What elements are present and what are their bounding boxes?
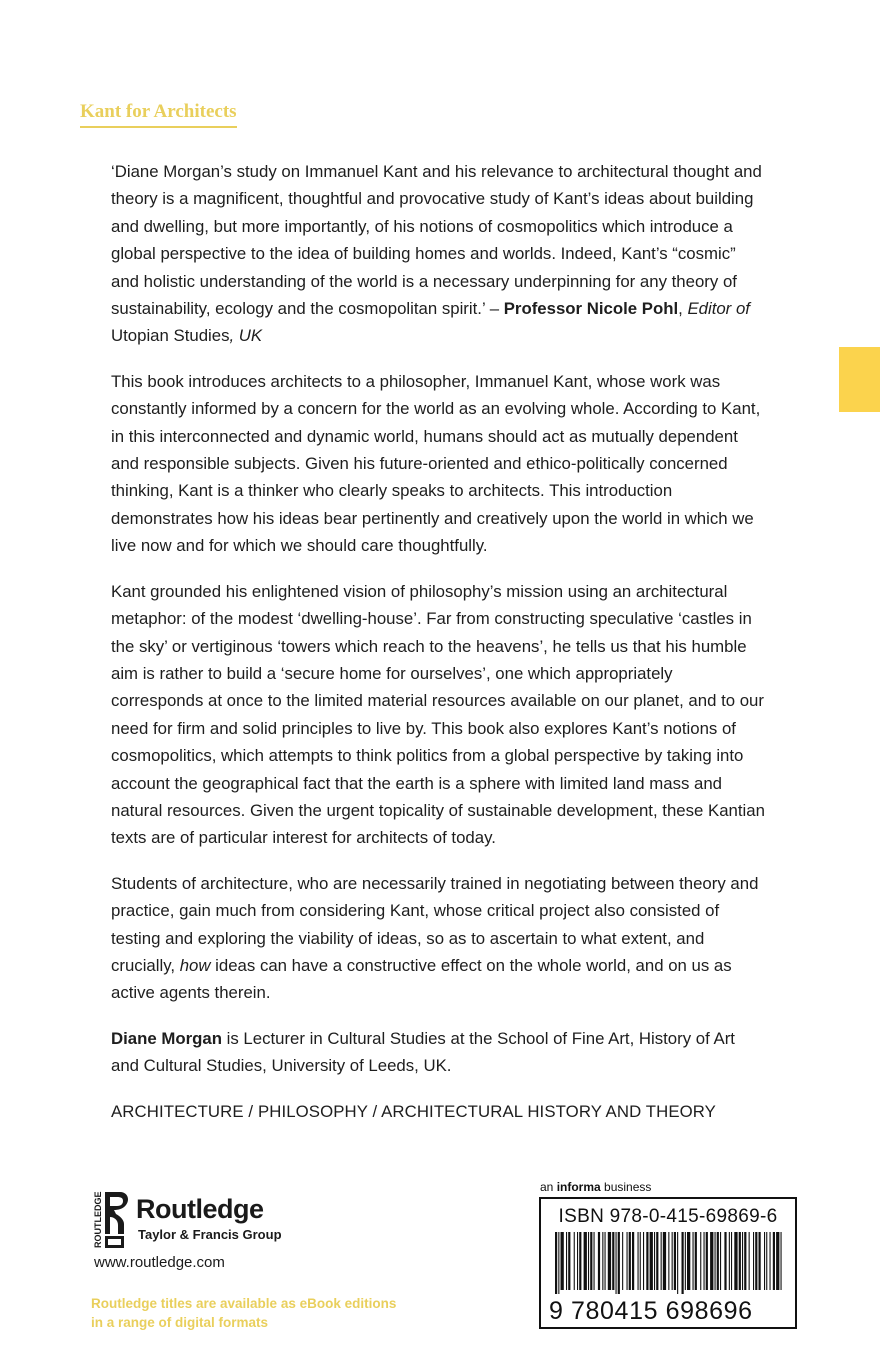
barcode-bar xyxy=(612,1232,614,1290)
publisher-group: Taylor & Francis Group xyxy=(138,1227,282,1242)
barcode-bar xyxy=(700,1232,701,1290)
isbn-barcode-box xyxy=(539,1197,797,1329)
barcode-bar xyxy=(744,1232,746,1290)
barcode-bar xyxy=(577,1232,578,1290)
barcode-bar xyxy=(561,1232,564,1290)
barcode-bar xyxy=(555,1232,557,1294)
barcode-bar xyxy=(588,1232,589,1290)
barcode-bar xyxy=(739,1232,741,1290)
barcode-bar xyxy=(715,1232,716,1290)
barcode-bar xyxy=(687,1232,690,1290)
barcode-bar xyxy=(598,1232,600,1290)
barcode-bar xyxy=(668,1232,669,1290)
barcode-bar xyxy=(770,1232,771,1290)
quote-text: ‘Diane Morgan’s study on Immanuel Kant and his relevance to architectural thought and theory is a magnificent, thoughtful and provocative study of Kant’s ideas about building and dwelling, but more importantly, of his notions of cosmopolitics which introduce a global perspective to the idea of building homes and worlds. Indeed, Kant’s “cosmic” and holistic understanding of the world is a necessary underpinning for any theory of sustainability, ecology and the cosmopolitan spirit.’ – xyxy=(111,162,762,319)
barcode-bar xyxy=(710,1232,713,1290)
barcode-icon xyxy=(555,1232,783,1294)
barcode-bar xyxy=(766,1232,767,1290)
barcode-bar xyxy=(608,1232,611,1290)
barcode-bar xyxy=(720,1232,721,1290)
barcode-bar xyxy=(704,1232,705,1290)
barcode-bar xyxy=(693,1232,694,1290)
quote-attribution-role: Editor of xyxy=(687,299,750,319)
barcode-bar xyxy=(646,1232,648,1290)
barcode-bar xyxy=(695,1232,697,1290)
author-name: Diane Morgan xyxy=(111,1028,222,1048)
barcode-bar xyxy=(640,1232,641,1290)
barcode-bar xyxy=(602,1232,603,1290)
barcode-bar xyxy=(643,1232,644,1290)
barcode-bar xyxy=(724,1232,726,1290)
barcode-bar xyxy=(629,1232,631,1290)
barcode-bar xyxy=(579,1232,581,1290)
barcode-bar xyxy=(574,1232,575,1290)
logo-vertical-text: ROUTLEDGE xyxy=(93,1191,103,1248)
barcode-bar xyxy=(656,1232,658,1290)
barcode-bar xyxy=(749,1232,750,1290)
barcode-bar xyxy=(729,1232,730,1290)
barcode-bar xyxy=(568,1232,570,1290)
barcode-bar xyxy=(674,1232,676,1290)
barcode-bar xyxy=(753,1232,754,1290)
barcode-bar xyxy=(627,1232,628,1290)
barcode-bar xyxy=(661,1232,662,1290)
barcode-bar xyxy=(706,1232,708,1290)
barcode-bar xyxy=(566,1232,567,1290)
barcode-bar xyxy=(632,1232,634,1290)
barcode-bar xyxy=(584,1232,587,1290)
blurb-paragraph-3: Students of architecture, who are necessarily trained in negotiating between theory and practice, gain much from considering Kant, whose critical project also consisted of testing and exploring the viability of ideas, so as to ascertain to what extent, and crucially, how ideas can have a constructive effect on the whole world, and on us as active agents therein. xyxy=(111,873,759,1003)
barcode-bar xyxy=(663,1232,666,1290)
isbn-label: ISBN 978-0-415-69869-6 xyxy=(558,1206,778,1227)
barcode-bar xyxy=(742,1232,743,1290)
author-bio: Diane Morgan is Lecturer in Cultural Studies at the School of Fine Art, History of Art and Cultural Studies, University of Leeds, UK. xyxy=(111,1028,735,1076)
barcode-bar xyxy=(773,1232,775,1290)
blurb-paragraph-1: This book introduces architects to a philosopher, Immanuel Kant, whose work was constantly informed by a concern for the world as an evolving whole. According to Kant, in this interconnected and dynamic world, humans should act as mutually dependent and responsible subjects. Given his future-oriented and ethico-politically concerned thinking, Kant is a thinker who clearly speaks to architects. This introduction demonstrates how his ideas bear pertinently and creatively upon the world in which we live now and for which we should care thoughtfully. xyxy=(111,371,761,556)
barcode-bar xyxy=(759,1232,761,1290)
barcode-bar xyxy=(731,1232,732,1290)
barcode-bar xyxy=(605,1232,606,1290)
series-title: Kant for Architects xyxy=(80,101,237,128)
barcode-bar xyxy=(590,1232,592,1290)
quote-attribution-place: , UK xyxy=(229,326,263,346)
barcode-bar xyxy=(618,1232,620,1294)
barcode-bar xyxy=(685,1232,686,1290)
isbn-barcode-digits: 9 780415 698696 xyxy=(549,1297,753,1325)
quote-attribution-journal: Utopian Studies xyxy=(111,326,230,346)
barcode-bar xyxy=(776,1232,779,1290)
barcode-bar xyxy=(734,1232,737,1290)
barcode-bar xyxy=(622,1232,623,1290)
subject-categories: ARCHITECTURE / PHILOSOPHY / ARCHITECTURAL HISTORY AND THEORY xyxy=(111,1101,716,1121)
yellow-side-tab xyxy=(839,347,880,412)
barcode-bar xyxy=(781,1232,782,1290)
barcode-bar xyxy=(594,1232,595,1290)
publisher-logo-block xyxy=(90,1190,350,1250)
barcode-bar xyxy=(672,1232,673,1290)
barcode-bar xyxy=(682,1232,684,1294)
barcode-bar xyxy=(558,1232,559,1294)
barcode-bar xyxy=(717,1232,719,1290)
barcode-bar xyxy=(638,1232,639,1290)
back-cover-text xyxy=(111,158,766,1143)
barcode-bar xyxy=(650,1232,653,1290)
publisher-name: Routledge xyxy=(136,1194,264,1224)
publisher-url[interactable]: www.routledge.com xyxy=(94,1254,225,1271)
barcode-bar xyxy=(755,1232,757,1290)
blurb-paragraph-2: Kant grounded his enlightened vision of philosophy’s mission using an architectural metaphor: of the modest ‘dwelling-house’. Far from constructing speculative ‘castles in the sky’ or vertiginous ‘towers which reach to the heavens’, he tells us that his humble aim is rather to build a ‘secure home for ourselves’, one which appropriately corresponds at once to the limited material resources available on our planet, and to our need for firm and solid principles to live by. This book also explores Kant’s notions of cosmopolitics, which attempts to think politics from a global perspective by taking into account the geographical fact that the earth is a sphere with limited land mass and natural resources. Given the urgent topicality of sustainable development, these Kantian texts are of particular interest for architects of today. xyxy=(111,581,765,848)
endorsement-quote: ‘Diane Morgan’s study on Immanuel Kant and his relevance to architectural thought and theory is a magnificent, thoughtful and provocative study of Kant’s ideas about building and dwelling, but more importantly, of his notions of cosmopolitics which introduce a global perspective to the idea of building homes and worlds. Indeed, Kant’s “cosmic” and holistic understanding of the world is a necessary underpinning for any theory of sustainability, ecology and the cosmopolitan spirit.’ – Professor Nicole Pohl, Editor of Utopian Studies, UK xyxy=(111,162,762,346)
barcode-bar xyxy=(616,1232,617,1294)
barcode-bar xyxy=(654,1232,655,1290)
barcode-bar xyxy=(677,1232,678,1294)
quote-attribution-name: Professor Nicole Pohl xyxy=(503,299,679,319)
barcode-bar xyxy=(764,1232,765,1290)
informa-business-label: an informa business xyxy=(540,1180,652,1194)
routledge-logo-icon xyxy=(90,1190,130,1250)
ebook-availability-note: Routledge titles are available as eBook editions in a range of digital formats xyxy=(91,1296,397,1330)
